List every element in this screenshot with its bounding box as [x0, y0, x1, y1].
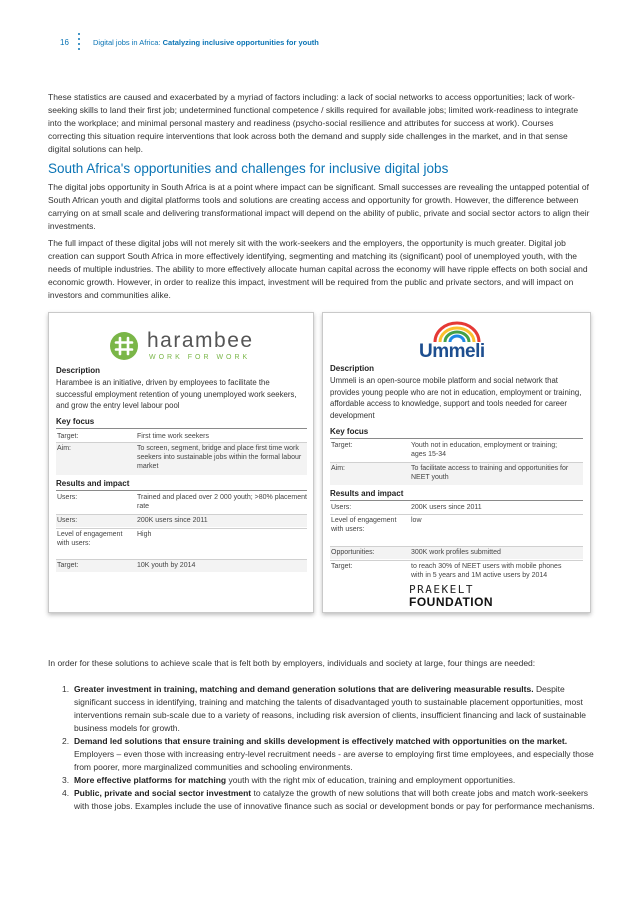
results-row-users-2: [53, 516, 307, 526]
key-focus-rule: [330, 438, 583, 439]
row-key: Target:: [57, 433, 79, 440]
praekelt-logo-line1: PRAEKELT: [409, 583, 474, 596]
key-focus-row-target: [53, 432, 307, 442]
row-key: Aim:: [331, 465, 345, 472]
row-value: Youth not in education, employment or training; ages 15-34: [411, 442, 558, 458]
running-header: [93, 38, 319, 47]
list-item-bold: More effective platforms for matching: [74, 775, 227, 785]
list-number: 3.: [62, 775, 70, 785]
results-label: Results and impact: [56, 479, 130, 488]
list-item: [48, 735, 598, 774]
list-number: 2.: [62, 736, 70, 746]
description-label: Description: [330, 364, 375, 373]
results-row-opportunities: [327, 548, 583, 558]
list-item: [48, 774, 598, 787]
key-focus-row-target: [327, 441, 583, 461]
results-row-users: [327, 503, 583, 513]
list-number: 1.: [62, 684, 70, 694]
results-row-target: [53, 561, 307, 571]
row-value: 200K users since 2011: [137, 517, 208, 524]
row-value: low: [411, 517, 422, 524]
description-text: Ummeli is an open-source mobile platform and social network that provides young people who are not in education, employment or training, affordable access to knowledge, support and tools needed for career development: [330, 376, 582, 420]
row-value: 300K work profiles submitted: [411, 549, 501, 556]
row-key: Users:: [57, 517, 78, 524]
results-row-engagement: [53, 530, 307, 558]
row-key: Opportunities:: [331, 549, 375, 556]
row-key: Target:: [57, 562, 79, 569]
results-row-engagement: [327, 516, 583, 544]
row-value: 10K youth by 2014: [137, 562, 196, 569]
row-key: Target:: [331, 563, 353, 570]
section-heading: South Africa's opportunities and challenges for inclusive digital jobs: [48, 161, 449, 176]
ummeli-wordmark: Ummeli: [419, 341, 485, 362]
row-key: Aim:: [57, 445, 71, 452]
description-text: Harambee is an initiative, driven by employees to facilitate the successful employment retention of young unemployed work seekers, and grow the entry level labour pool: [56, 378, 297, 410]
section-paragraph-2: The full impact of these digital jobs will not merely sit with the work-seekers and the employers, the opportunity is much greater. Digital job creation can support South Africa in more effectively identifying, segmenting and matching its (significant) pool of unemployed youth, with the needs of multiple industries. The ability to more effectively allocate human capital across the economy will have ripple effects on both social and economic growth. However, in order to realize this impact, investment will be required from the public and private sectors, and will impact on investors and communities alike.: [48, 238, 588, 300]
ummeli-logo: [415, 321, 505, 365]
list-item-text: Despite significant success in identifying, training and matching the talents of disadvantaged youth to sustainable placement opportunities, most interventions remain sub-scale due to a variety of reasons, including risk aversion of clients, insufficient financing and lack of sustainable business models for growth.: [74, 684, 587, 733]
results-rule: [56, 490, 307, 491]
ummeli-card: [322, 312, 591, 613]
row-key: Users:: [57, 494, 78, 501]
row-separator: [330, 514, 583, 515]
list-item-bold: Public, private and social sector investment: [74, 788, 252, 798]
key-focus-label: Key focus: [56, 417, 95, 426]
row-value: to reach 30% of NEET users with mobile phones with in 5 years and 1M active users by 2014: [411, 563, 562, 579]
row-key: Level of engagement with users:: [57, 531, 123, 547]
list-item-bold: Demand led solutions that ensure training and skills development is effectively matched with opportunities on the market.: [74, 736, 568, 746]
row-key: Target:: [331, 442, 353, 449]
key-focus-label: Key focus: [330, 427, 369, 436]
needs-list: [48, 683, 598, 813]
key-focus-row-aim: [327, 464, 583, 484]
harambee-card: [48, 312, 314, 613]
page-number: 16: [60, 38, 69, 47]
harambee-logo: [109, 325, 279, 365]
list-item-text: Employers – even those with increasing entry-level recruitment needs - are averse to employing first time employees, and especially those from poorer, more marginalized communities and schooling environments.: [74, 749, 594, 772]
row-value: To facilitate access to training and opportunities for NEET youth: [411, 465, 569, 481]
list-item-text: youth with the right mix of education, training and employment opportunities.: [226, 775, 516, 785]
row-separator: [330, 560, 583, 561]
row-value: First time work seekers: [137, 433, 209, 440]
praekelt-foundation-logo: [409, 584, 519, 610]
description-label: Description: [56, 366, 101, 375]
row-value: 200K users since 2011: [411, 504, 482, 511]
list-number: 4.: [62, 788, 70, 798]
row-key: Users:: [331, 504, 352, 511]
header-divider-dots: [78, 33, 80, 53]
results-label: Results and impact: [330, 489, 404, 498]
row-value: High: [137, 531, 152, 538]
list-item: [48, 787, 598, 813]
praekelt-logo-line2: FOUNDATION: [409, 595, 494, 609]
list-item: [48, 683, 598, 735]
list-intro: In order for these solutions to achieve scale that is felt both by employers, individuals and society at large, four things are needed:: [48, 658, 536, 668]
running-header-prefix: Digital jobs in Africa:: [93, 38, 163, 47]
rainbow-arc-icon: [429, 321, 485, 343]
row-key: Level of engagement with users:: [331, 517, 397, 533]
section-paragraph-1: The digital jobs opportunity in South Africa is at a point where impact can be significant. Small successes are revealing the untapped potential of South African youth and digital platforms tools and solutions are creating access and opportunity for growth. However, the difference between carrying on at small scale and delivering transformational impact will depend on the ability of public, private and social sector actors to align their investments.: [48, 182, 590, 231]
results-row-users: [53, 493, 307, 513]
harambee-tagline: WORK FOR WORK: [149, 354, 251, 361]
key-focus-row-aim: [53, 444, 307, 474]
row-value: To screen, segment, bridge and place first time work seekers into sustainable jobs within the formal labour market: [137, 445, 302, 470]
intro-paragraph: These statistics are caused and exacerbated by a myriad of factors including: a lack of social networks to access opportunities; lack of work-seeking skills to land their first job; undetermined functional competence / skills required for available jobs; limited work-readiness to integrate into the workplace; and minimal personal mastery and readiness (psycho-social resilience and attributes for success at work). Courses correcting this situation require interventions that look across both the demand and supply side challenges in the market, and in that sense digital solutions can help.: [48, 92, 579, 154]
running-header-bold: Catalyzing inclusive opportunities for youth: [162, 38, 319, 47]
row-value: Trained and placed over 2 000 youth; >80% placement rate: [137, 494, 307, 510]
list-item-text: to catalyze the growth of new solutions that will both create jobs and match work-seekers with those jobs. Examples include the use of innovative finance such as social or development bonds or pay for performance mechanisms.: [74, 788, 595, 811]
hash-circle-icon: [109, 331, 139, 361]
results-rule: [330, 500, 583, 501]
row-separator: [56, 528, 307, 529]
key-focus-rule: [56, 428, 307, 429]
list-item-bold: Greater investment in training, matching and demand generation solutions that are delivering measurable results.: [74, 684, 534, 694]
harambee-wordmark: harambee: [147, 329, 254, 352]
